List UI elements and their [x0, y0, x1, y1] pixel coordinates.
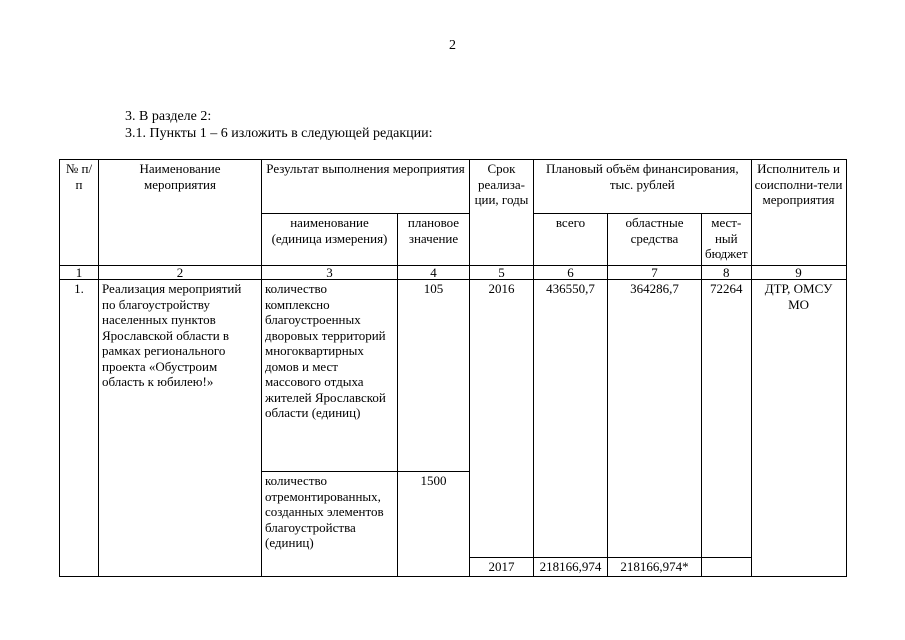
- page-number: 2: [449, 38, 456, 53]
- term-year: 2017: [470, 558, 534, 577]
- section-heading: 3. В разделе 2:: [125, 109, 212, 124]
- column-number: 2: [99, 266, 262, 280]
- finance-local: 72264: [702, 280, 752, 558]
- finance-total: 436550,7: [534, 280, 608, 558]
- header-fin-local: мест-ный бюджет: [702, 214, 752, 266]
- header-finance: Плановый объём финансирования, тыс. рублей: [534, 160, 752, 214]
- finance-total: 218166,974: [534, 558, 608, 577]
- table-row: [60, 280, 847, 472]
- header-num: № п/п: [60, 160, 99, 266]
- column-number: 5: [470, 266, 534, 280]
- header-result: Результат выполнения мероприятия: [262, 160, 470, 214]
- column-number: 6: [534, 266, 608, 280]
- result-name: количество комплексно благоустроенных дворовых территорий многоквартирных домов и мест массового отдыха жителей Ярославской области (единиц): [262, 280, 398, 472]
- column-number: 8: [702, 266, 752, 280]
- result-value: 105: [398, 280, 470, 472]
- term-year: 2016: [470, 280, 534, 558]
- column-number: 1: [60, 266, 99, 280]
- header-executor: Исполнитель и соисполни-тели мероприятия: [751, 160, 846, 266]
- header-term: Срок реализа-ции, годы: [470, 160, 534, 266]
- finance-local: [702, 558, 752, 577]
- finance-regional: 218166,974*: [608, 558, 702, 577]
- header-name: Наименование мероприятия: [99, 160, 262, 266]
- activity-name: Реализация мероприятий по благоустройству населенных пунктов Ярославской области в рамках регионального проекта «Обустроим область к юбилею!»: [99, 280, 262, 577]
- column-number: 4: [398, 266, 470, 280]
- result-name: количество отремонтированных, созданных элементов благоустройства (единиц): [262, 472, 398, 577]
- column-number: 9: [751, 266, 846, 280]
- row-num: 1.: [60, 280, 99, 577]
- executor: ДТР, ОМСУ МО: [751, 280, 846, 577]
- column-number: 3: [262, 266, 398, 280]
- header-result-name: наименование (единица измерения): [262, 214, 398, 266]
- result-value: 1500: [398, 472, 470, 577]
- column-number: 7: [608, 266, 702, 280]
- section-subheading: 3.1. Пункты 1 – 6 изложить в следующей редакции:: [125, 126, 433, 141]
- header-fin-total: всего: [534, 214, 608, 266]
- column-numbers-row: [60, 266, 847, 280]
- header-fin-regional: областные средства: [608, 214, 702, 266]
- header-result-value: плановое значение: [398, 214, 470, 266]
- activities-table: [59, 159, 847, 577]
- finance-regional: 364286,7: [608, 280, 702, 558]
